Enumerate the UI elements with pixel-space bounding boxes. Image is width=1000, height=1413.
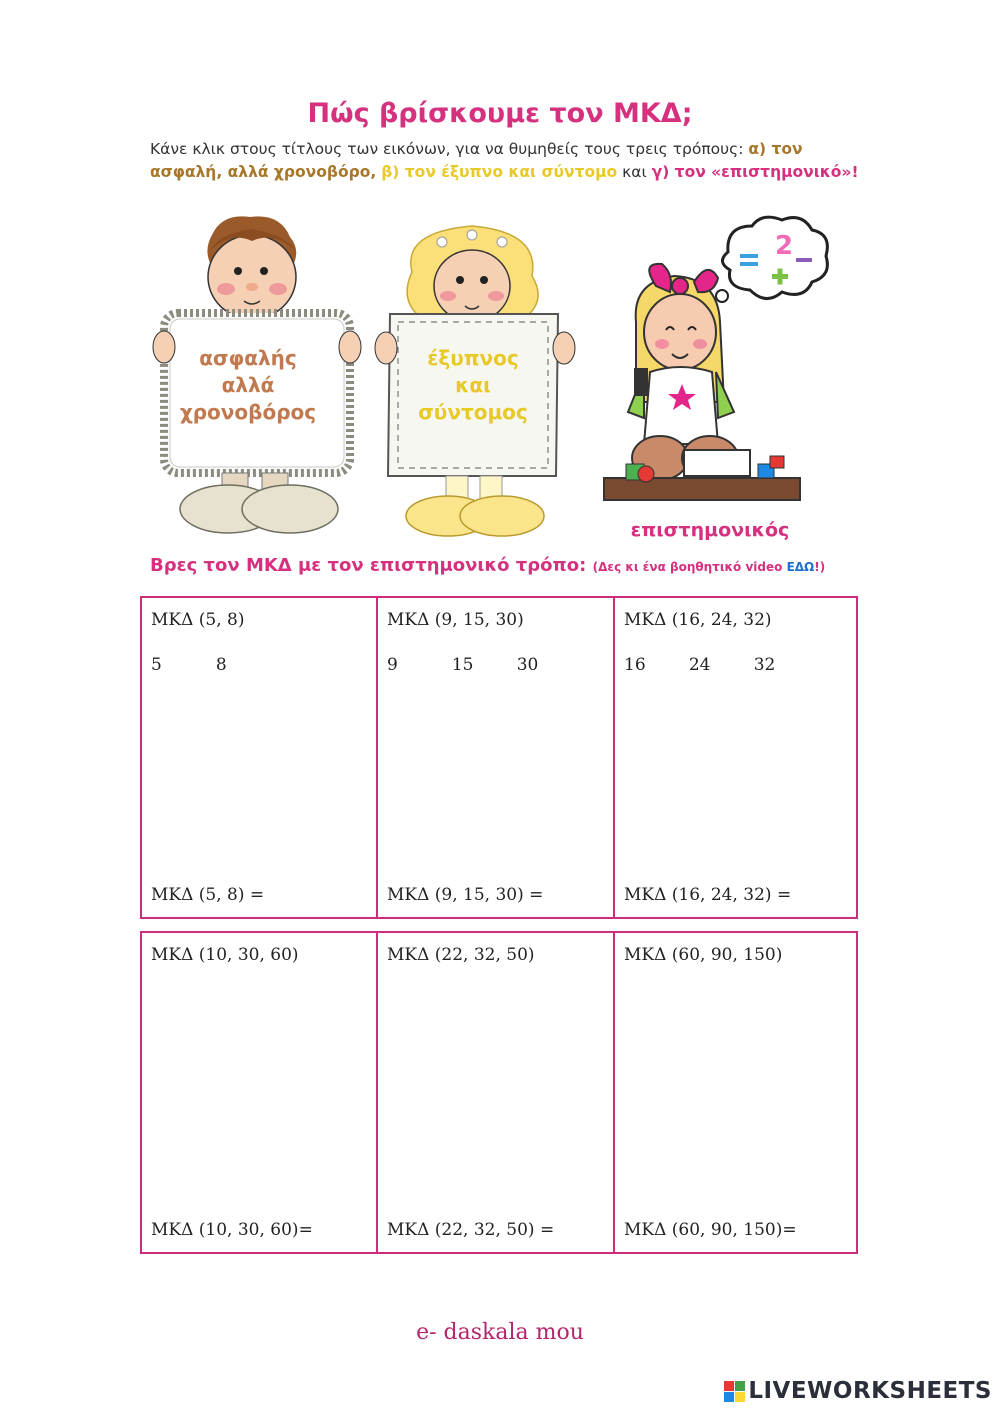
logo-tile	[724, 1392, 734, 1402]
exercise-numbers: 5 8	[151, 655, 227, 675]
exercise-numbers: 9 15 30	[387, 655, 539, 675]
instructions-lead: Κάνε κλικ στους τίτλους των εικόνων, για να θυμηθείς τους τρεις τρόπους:	[150, 140, 749, 158]
exercise-title: ΜΚΔ (16, 24, 32)	[624, 610, 772, 630]
exercise-grid-row-2	[140, 931, 858, 1254]
sign-line: ασφαλής	[199, 346, 297, 370]
sign-line: και	[455, 373, 491, 397]
video-note-end: !)	[814, 560, 826, 574]
exercise-title: ΜΚΔ (5, 8)	[151, 610, 245, 630]
method-a-link[interactable]: α) τον ασφαλή, αλλά χρονοβόρο,	[150, 140, 803, 181]
exercise-heading-text: Βρες τον ΜΚΔ με τον επιστημονικό τρόπο:	[150, 555, 593, 576]
exercise-cell[interactable]	[376, 598, 613, 917]
exercise-cell[interactable]	[613, 598, 856, 917]
exercise-answer-label: ΜΚΔ (10, 30, 60)=	[151, 1220, 313, 1240]
exercise-title: ΜΚΔ (9, 15, 30)	[387, 610, 524, 630]
exercise-title: ΜΚΔ (10, 30, 60)	[151, 945, 299, 965]
exercise-answer-label: ΜΚΔ (16, 24, 32) =	[624, 885, 792, 905]
exercise-heading	[150, 555, 825, 576]
video-note-text: (Δες κι ένα βοηθητικό video	[592, 560, 787, 574]
liveworksheets-logo[interactable]	[724, 1378, 992, 1404]
logo-tile	[735, 1381, 745, 1391]
exercise-answer-label: ΜΚΔ (5, 8) =	[151, 885, 265, 905]
sign-line: αλλά	[221, 373, 275, 397]
cloud-number: 2	[775, 231, 794, 261]
exercise-cell[interactable]	[142, 933, 376, 1252]
sign-line: έξυπνος	[427, 346, 519, 370]
logo-tile	[735, 1392, 745, 1402]
method-b-sign-label[interactable]	[398, 345, 548, 426]
exercise-cell[interactable]	[613, 933, 856, 1252]
thinking-girl-illustration	[600, 212, 830, 512]
exercise-answer-label: ΜΚΔ (60, 90, 150)=	[624, 1220, 797, 1240]
exercise-cell[interactable]	[376, 933, 613, 1252]
video-note	[593, 560, 826, 574]
method-c-link[interactable]: γ) τον «επιστημονικό»!	[651, 163, 859, 181]
exercise-grid-row-1	[140, 596, 858, 919]
method-c-label[interactable]: επιστημονικός	[630, 519, 790, 541]
logo-tiles-icon	[724, 1381, 745, 1402]
exercise-title: ΜΚΔ (22, 32, 50)	[387, 945, 535, 965]
video-link[interactable]: ΕΔΩ	[786, 560, 815, 574]
method-b-link[interactable]: β) τον έξυπνο και σύντομο	[381, 163, 618, 181]
exercise-title: ΜΚΔ (60, 90, 150)	[624, 945, 783, 965]
exercise-answer-label: ΜΚΔ (9, 15, 30) =	[387, 885, 544, 905]
instructions	[150, 138, 865, 184]
instructions-and: και	[617, 163, 652, 181]
exercise-numbers: 16 24 32	[624, 655, 776, 675]
page-title: Πώς βρίσκουμε τον ΜΚΔ;	[307, 98, 693, 129]
method-a-sign-label[interactable]	[178, 345, 318, 426]
logo-tile	[724, 1381, 734, 1391]
logo-wordmark: LIVEWORKSHEETS	[748, 1378, 992, 1404]
exercise-answer-label: ΜΚΔ (22, 32, 50) =	[387, 1220, 555, 1240]
sign-line: χρονοβόρος	[179, 400, 317, 424]
exercise-cell[interactable]	[142, 598, 376, 917]
footer-signature: e- daskala mou	[416, 1320, 584, 1345]
sign-line: σύντομος	[418, 400, 528, 424]
